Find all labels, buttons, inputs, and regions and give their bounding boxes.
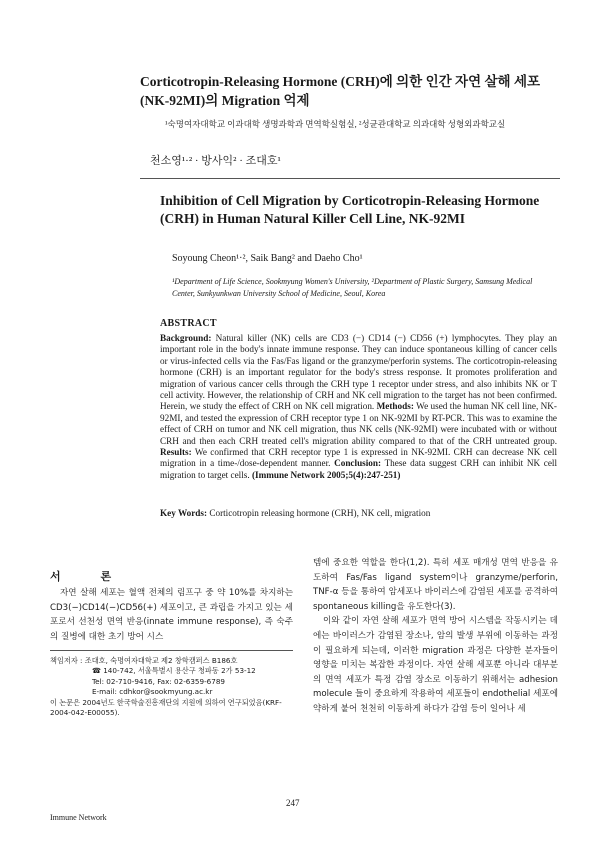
footnote-email: E-mail: cdhkor@sookmyung.ac.kr: [92, 687, 213, 697]
conclusion-text: These data suggest CRH can inhibit NK cell migration to target cells.: [160, 458, 558, 480]
results-label: Results:: [160, 447, 192, 458]
right-paragraph-1: 템에 중요한 역할을 한다(1,2). 특히 세포 매개성 면역 반응을 유도하여 Fas/Fas ligand system이나 granzyme/perforin, TNF-α 등을 통하여 암세포나 바이러스에 감염된 세포를 공격하여 spontaneous killing을 유도한다(3).: [313, 558, 558, 612]
footnote-divider: [50, 650, 293, 651]
conclusion-label: Conclusion:: [334, 458, 382, 469]
keywords-text: Corticotropin releasing hormone (CRH), NK cell, migration: [209, 508, 431, 518]
title-divider: [140, 178, 560, 179]
english-affiliations: ¹Department of Life Science, Sookmyung Women's University, ²Department of Plastic Surgery, Samsung Medical Center, Sunkyunkwan University School of Medicine, Seoul, Korea: [172, 277, 533, 298]
footnote-corresponding: 책임저자 : 조대호, 숙명여자대학교 제2 창학캠퍼스 B186호: [50, 656, 238, 665]
background-text: Natural killer (NK) cells are CD3 (−) CD14 (−) CD56 (+) lymphocytes. They play an important role in the body's innate immune response. They can induce spontaneous killing of cancer cells or virus-infected cells via the Fas/Fas ligand or the granzyme/perforin systems. The corticotropin-releasing hormone (CRH) is an important regulator for the body's stress response. It promotes proliferation and migration of various cancer cells through the CRH type 1 receptor under stress, and also inhibits NK or T cell activity. However, the relationship of CRH and NK cell migration to the target has not been confirmed. Herein, we study the effect of CRH on NK cell migration.: [160, 333, 557, 412]
footnote-grant: 이 논문은 2004년도 한국학술진흥재단의 지원에 의하여 연구되었음(KRF-2004-042-E00055).: [50, 697, 282, 718]
korean-authors: 천소영¹·² · 방사익² · 조대호¹: [150, 155, 281, 167]
section-heading: 서 론: [50, 570, 130, 583]
abstract-heading: ABSTRACT: [160, 318, 217, 329]
abstract-body: [160, 333, 557, 481]
footnote-address: ☎ 140-742, 서울특별시 용산구 청파동 2가 53-12: [92, 666, 256, 676]
background-label: Background:: [160, 333, 212, 343]
page-number: 247: [286, 798, 300, 808]
english-authors: Soyoung Cheon¹·², Saik Bang² and Daeho Cho¹: [172, 253, 363, 264]
footnote-phone: Tel: 02-710-9416, Fax: 02-6359-6789: [92, 676, 225, 686]
keywords: [160, 508, 557, 518]
footnote: [50, 656, 295, 718]
left-paragraph: 자연 살해 세포는 혈액 전체의 림프구 중 약 10%를 차지하는 CD3(−)CD14(−)CD56(+) 세포이고, 큰 과립을 가지고 있는 세포로서 선천성 면역 반응(innate immune response), 즉 숙주의 질병에 대한 초기 방어 시스: [50, 588, 293, 642]
keywords-label: Key Words:: [160, 508, 208, 518]
korean-affiliations: ¹숙명여자대학교 이과대학 생명과학과 면역학실험실, ²성균관대학교 의과대학 성형외과학교실: [165, 119, 506, 129]
citation: (Immune Network 2005;5(4):247-251): [251, 469, 401, 480]
right-column: [313, 556, 558, 717]
left-column: [50, 586, 293, 644]
methods-label: Methods:: [376, 401, 414, 412]
journal-name: Immune Network: [50, 813, 107, 822]
results-text: We confirmed that CRH receptor type 1 is expressed in NK-92MI. CRH can decrease NK cell migration in a time-/dose-dependent manner.: [160, 447, 557, 469]
methods-text: We used the human NK cell line, NK-92MI, and tested the expression of CRH receptor type 1 on NK-92MI by RT-PCR. This was to examine the effect of CRH on tumor and NK cell migration, thus NK cells (NK-92MI) were incubated with or without CRH and then each CRH treated cell's migration ability compared to that of the CRH untreated group.: [160, 401, 557, 446]
korean-title: Corticotropin-Releasing Hormone (CRH)에 의한 인간 자연 살해 세포(NK-92MI)의 Migration 억제: [140, 74, 541, 108]
right-paragraph-2: 이와 같이 자연 살해 세포가 면역 방어 시스템을 작동시키는 데에는 바이러스가 감염된 장소나, 암의 발생 부위에 이동하는 과정이 필요하게 되는데, 이러한 migration 과정은 다양한 분자들이 영향을 미치는 복잡한 과정이다. 자연 살해 세포뿐 아니라 대부분의 면역 세포가 특정 감염 장소로 이동하기 위해서는 adhesion molecule 들이 중요하게 작용하여 세포들이 endothelial 세포에 약하게 붙어 천천히 이동하게 하다가 감염 등이 일어나 세: [313, 616, 558, 714]
english-title: Inhibition of Cell Migration by Corticotropin-Releasing Hormone (CRH) in Human Natural Killer Cell Line, NK-92MI: [160, 193, 540, 226]
